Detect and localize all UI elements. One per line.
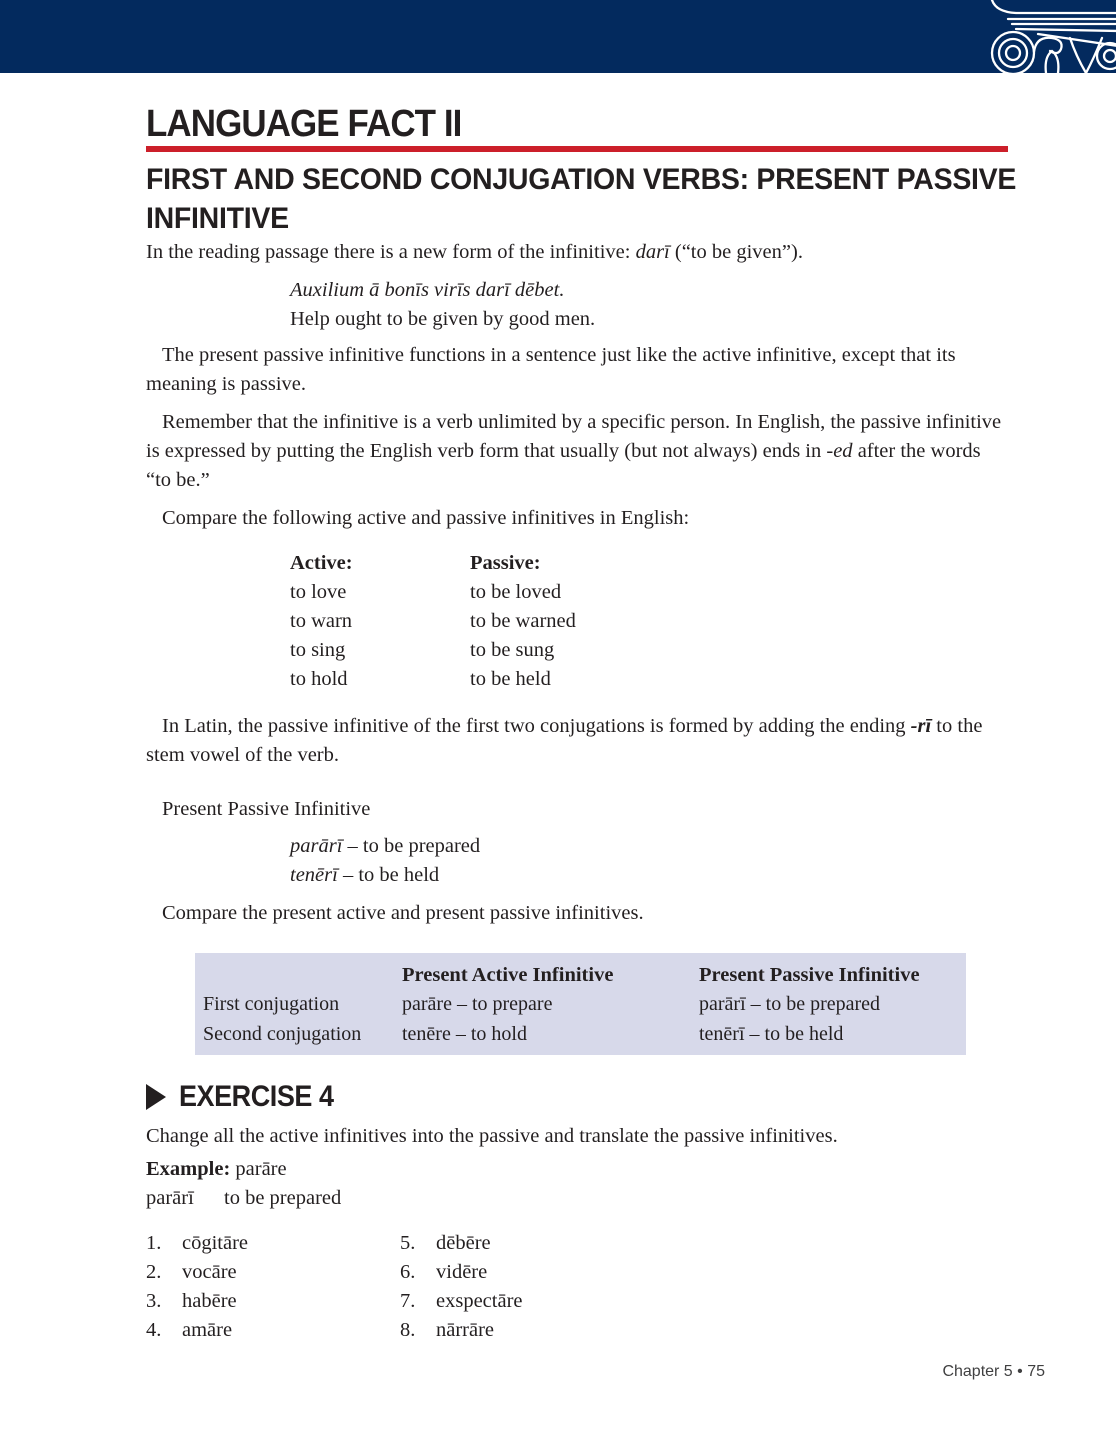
table-cell: parāre – to prepare	[402, 992, 553, 1015]
section-subtitle	[146, 160, 1016, 238]
intro-latin-word: darī	[635, 241, 670, 263]
exercise-instructions: Change all the active infinitives into the passive and translate the passive infinitives.	[146, 1125, 838, 1147]
table-header-blank	[195, 953, 394, 989]
exercise-example-line	[146, 1155, 1008, 1184]
list-item	[400, 1287, 523, 1316]
answer-word: parārī	[146, 1187, 194, 1209]
exercise-list-column-2	[400, 1229, 523, 1345]
item-number: 5.	[400, 1232, 416, 1254]
ppi-heading: Present Passive Infinitive	[162, 798, 371, 820]
example-word: parāre	[235, 1158, 287, 1180]
item-number: 4.	[146, 1319, 162, 1341]
passive-item: to be held	[470, 668, 551, 690]
intro-text: In the reading passage there is a new form of the infinitive:	[146, 241, 636, 263]
table-cell: tenērī – to be held	[699, 1022, 844, 1045]
page-banner	[0, 0, 1116, 73]
list-item	[290, 636, 576, 665]
exercise-list-column-1	[146, 1229, 248, 1345]
table-header-passive: Present Passive Infinitive	[699, 964, 920, 986]
page-footer: Chapter 5 • 75	[942, 1363, 1045, 1380]
list-item	[400, 1316, 523, 1345]
exercise-title: EXERCISE 4	[179, 1080, 334, 1113]
active-header: Active:	[290, 552, 353, 574]
table-header-active: Present Active Infinitive	[402, 964, 614, 986]
table-header-row	[195, 953, 966, 989]
active-item: to hold	[290, 668, 348, 690]
item-word: vidēre	[436, 1261, 488, 1283]
ppi-latin-word: parārī	[290, 835, 343, 857]
item-word: nārrāre	[436, 1319, 495, 1341]
list-item	[290, 578, 576, 607]
item-number: 1.	[146, 1232, 162, 1254]
list-item	[146, 1258, 248, 1287]
list-item	[146, 1229, 248, 1258]
active-item: to warn	[290, 610, 353, 632]
table-row	[195, 989, 966, 1019]
intro-text-end: (“to be given”).	[669, 241, 803, 263]
table-cell: parārī – to be prepared	[699, 992, 881, 1015]
paragraph-latin-rule	[146, 712, 1008, 770]
english-translation-sentence: Help ought to be given by good men.	[290, 308, 596, 330]
list-item	[290, 861, 480, 890]
passive-item: to be sung	[470, 639, 555, 661]
list-item	[400, 1258, 523, 1287]
answer-translation: to be prepared	[224, 1187, 342, 1209]
item-number: 2.	[146, 1261, 162, 1283]
item-number: 7.	[400, 1290, 416, 1312]
latin-rule-text: In Latin, the passive infinitive of the first two conjugations is formed by adding the ending	[162, 715, 911, 737]
ppi-latin-word: tenērī	[290, 864, 338, 886]
title-rule	[146, 146, 1008, 152]
ri-ending: -rī	[910, 715, 932, 737]
active-item: to love	[290, 581, 347, 603]
latin-rule-end: to the stem vowel of the verb.	[146, 715, 983, 766]
paragraph-remember	[146, 408, 1008, 495]
intro-paragraph	[146, 238, 1008, 267]
paragraph-remember-end: after the words “to be.”	[146, 440, 981, 491]
exercise-pointer-icon	[146, 1084, 166, 1110]
table-cell: tenēre – to hold	[402, 1022, 527, 1045]
table-cell: First conjugation	[203, 992, 340, 1015]
list-item	[400, 1229, 523, 1258]
compare-infinitives-line: Compare the present active and present passive infinitives.	[162, 902, 644, 924]
item-number: 8.	[400, 1319, 416, 1341]
section-title: LANGUAGE FACT II	[146, 103, 462, 145]
item-number: 3.	[146, 1290, 162, 1312]
ppi-translation: – to be held	[337, 864, 440, 886]
exercise-answer-line	[146, 1184, 1008, 1213]
table-row	[195, 1019, 966, 1055]
active-passive-header-row	[290, 549, 576, 578]
item-word: amāre	[182, 1319, 233, 1341]
active-passive-list	[290, 549, 576, 694]
passive-header: Passive:	[470, 552, 541, 574]
item-word: vocāre	[182, 1261, 237, 1283]
list-item	[146, 1287, 248, 1316]
exercise-heading	[146, 1080, 351, 1114]
ed-ending: -ed	[826, 440, 853, 462]
list-item	[146, 1316, 248, 1345]
passive-item: to be warned	[470, 610, 576, 632]
item-word: dēbēre	[436, 1232, 491, 1254]
list-item	[290, 665, 576, 694]
ppi-example-list	[290, 832, 480, 890]
ppi-translation: – to be prepared	[342, 835, 481, 857]
latin-sentence: Auxilium ā bonīs virīs darī dēbet.	[290, 279, 565, 301]
item-number: 6.	[400, 1261, 416, 1283]
example-label: Example:	[146, 1158, 231, 1180]
table-cell: Second conjugation	[203, 1022, 362, 1045]
subtitle-line-1: FIRST AND SECOND CONJUGATION VERBS: PRESENT PASSIVE	[146, 163, 1017, 196]
list-item	[290, 607, 576, 636]
passive-item: to be loved	[470, 581, 562, 603]
paragraph-remember-text: Remember that the infinitive is a verb unlimited by a specific person. In English, the passive infinitive is expressed by putting the English verb form that usually (but not always) ends in	[146, 411, 1002, 462]
compare-english-line: Compare the following active and passive infinitives in English:	[162, 507, 690, 529]
item-word: habēre	[182, 1290, 237, 1312]
conjugation-table	[195, 953, 966, 1055]
subtitle-line-2: INFINITIVE	[146, 202, 289, 235]
active-item: to sing	[290, 639, 346, 661]
paragraph-passive-function: The present passive infinitive functions in a sentence just like the active infinitive, except that its meaning is passive.	[146, 344, 956, 395]
item-word: cōgitāre	[182, 1232, 249, 1254]
list-item	[290, 832, 480, 861]
item-word: exspectāre	[436, 1290, 523, 1312]
ionic-column-capital-icon	[986, 0, 1116, 73]
latin-example-sentence	[290, 276, 990, 305]
